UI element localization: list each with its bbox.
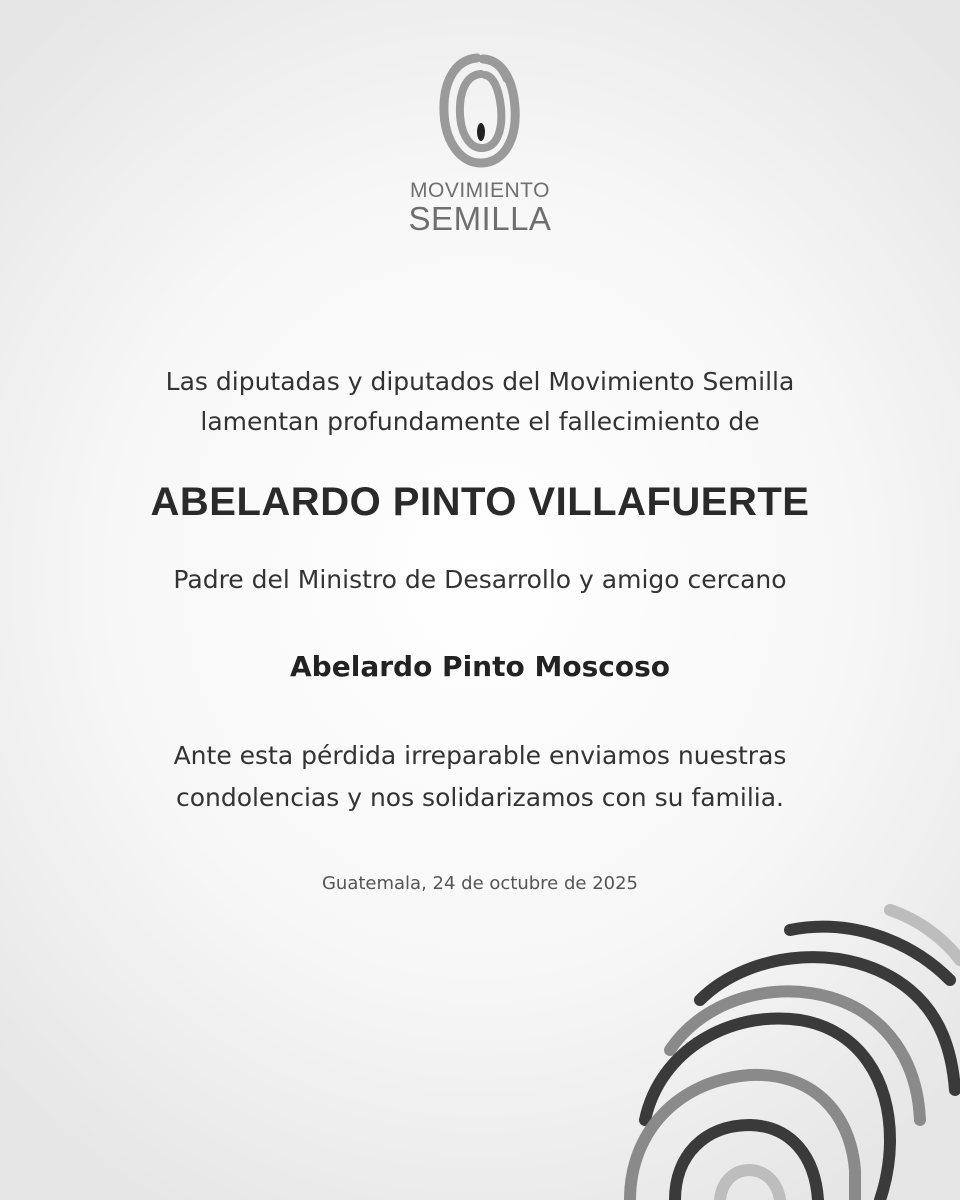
movimiento-semilla-logo xyxy=(400,50,560,250)
condolence-line-2: condolencias y nos solidarizamos con su familia. xyxy=(176,783,784,812)
minister-name: Abelardo Pinto Moscoso xyxy=(290,650,670,683)
relation-text: Padre del Ministro de Desarrollo y amigo cercano xyxy=(173,565,787,594)
deceased-name: ABELARDO PINTO VILLAFUERTE xyxy=(150,480,810,524)
place-date: Guatemala, 24 de octubre de 2025 xyxy=(321,873,639,894)
seed-logo-icon xyxy=(435,50,525,170)
condolence-line-1: Ante esta pérdida irreparable enviamos nuestras xyxy=(173,741,787,770)
intro-text xyxy=(60,362,900,442)
fingerprint-icon xyxy=(600,880,960,1200)
intro-line-2: lamentan profundamente el fallecimiento de xyxy=(200,407,760,436)
condolence-text xyxy=(60,735,900,819)
intro-line-1: Las diputadas y diputados del Movimiento Semilla xyxy=(165,367,795,396)
logo-text-movimiento: MOVIMIENTO xyxy=(410,179,550,202)
logo-text-semilla: SEMILLA xyxy=(408,200,552,237)
